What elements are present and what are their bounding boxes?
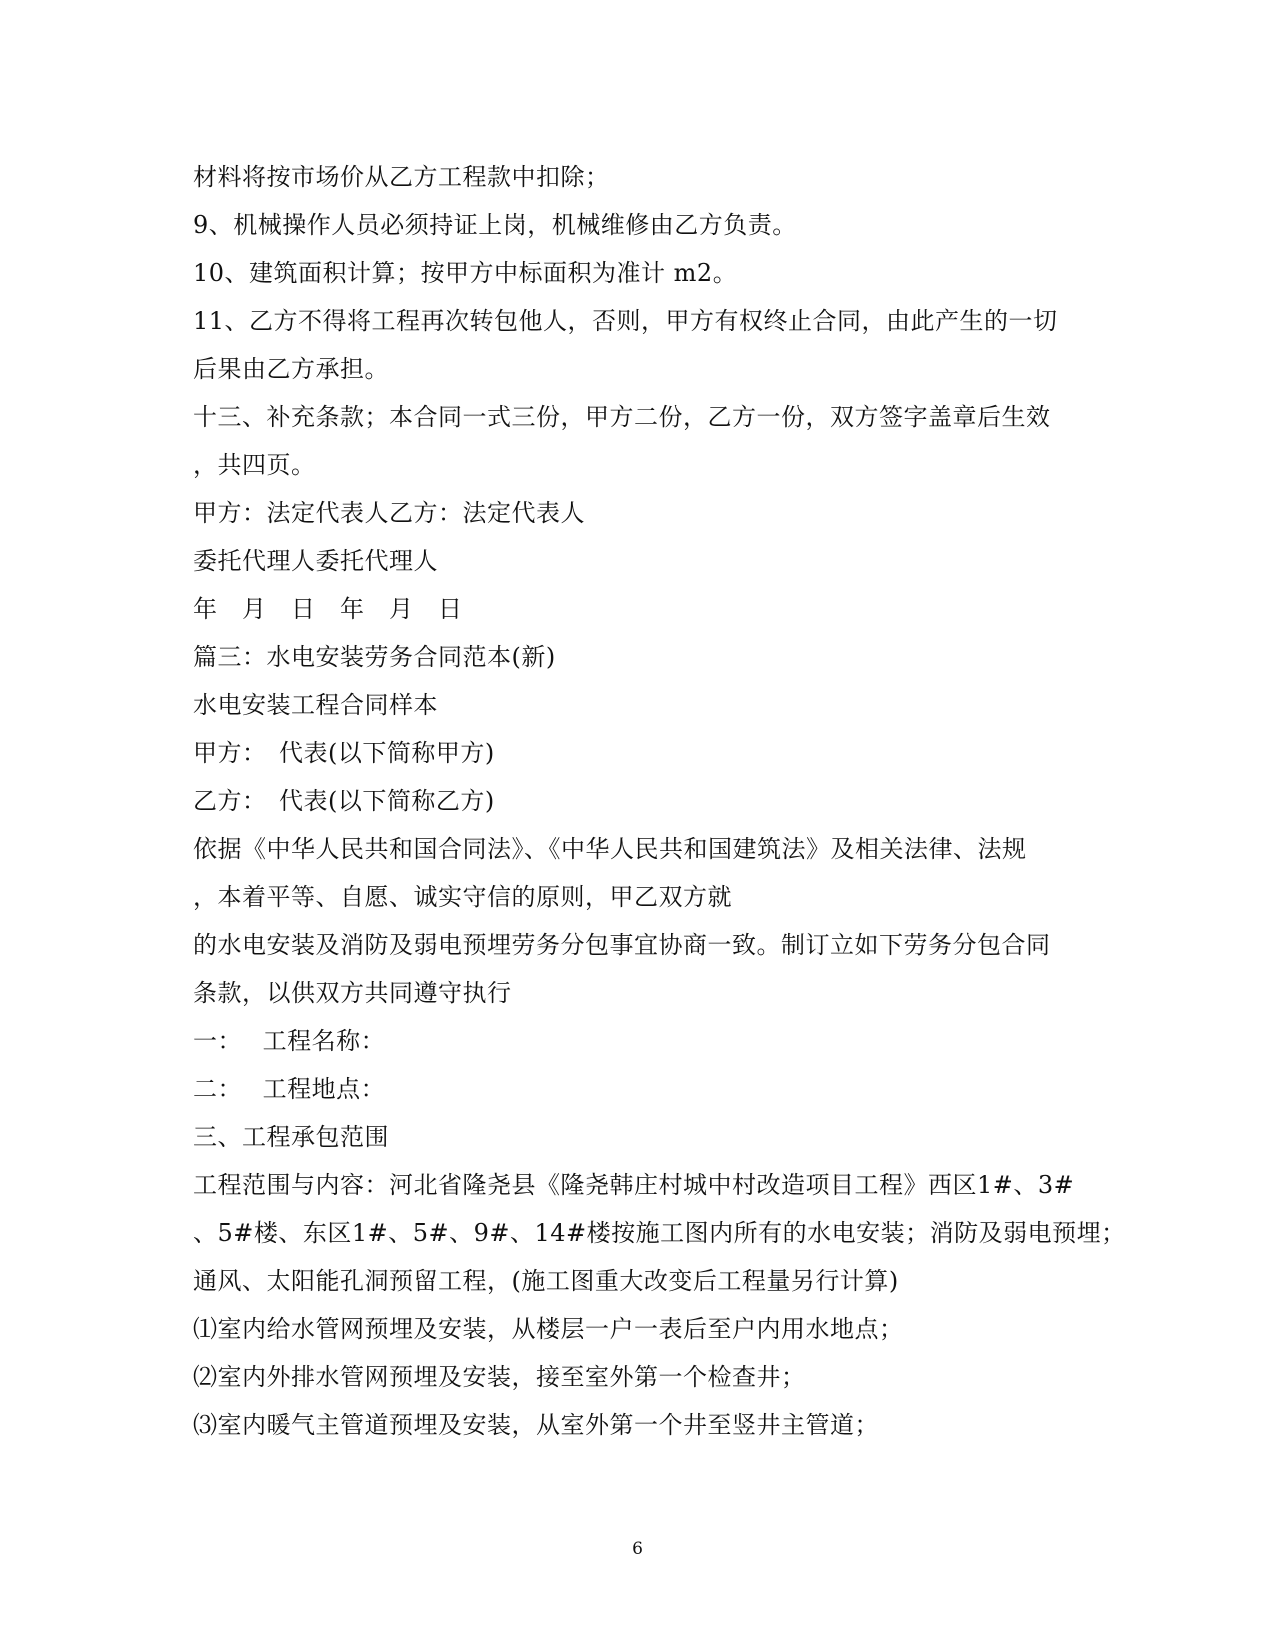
- text-line: 9、机械操作人员必须持证上岗，机械维修由乙方负责。: [193, 211, 797, 239]
- text-line: 通风、太阳能孔洞预留工程，(施工图重大改变后工程量另行计算): [193, 1267, 899, 1295]
- text-line: 10、建筑面积计算；按甲方中标面积为准计 m2。: [193, 259, 738, 287]
- text-line: 依据《中华人民共和国合同法》、《中华人民共和国建筑法》及相关法律、法规: [193, 835, 1027, 863]
- text-line: ⑵室内外排水管网预埋及安装，接至室外第一个检查井；: [193, 1363, 806, 1391]
- text-line: 后果由乙方承担。: [193, 355, 389, 383]
- text-line: 的水电安装及消防及弱电预埋劳务分包事宜协商一致。制订立如下劳务分包合同: [193, 931, 1051, 959]
- text-line: 三、工程承包范围: [193, 1123, 389, 1151]
- text-line: 篇三：水电安装劳务合同范本(新): [193, 643, 556, 671]
- page-number: 6: [632, 1539, 643, 1559]
- text-line: 委托代理人委托代理人: [193, 547, 438, 575]
- text-line: ，共四页。: [193, 451, 316, 479]
- text-line: 甲方：法定代表人乙方：法定代表人: [193, 499, 585, 527]
- text-line: 一： 工程名称：: [193, 1027, 386, 1055]
- text-line: ⑴室内给水管网预埋及安装，从楼层一户一表后至户内用水地点；: [193, 1315, 904, 1343]
- text-line: 十三、补充条款；本合同一式三份，甲方二份，乙方一份，双方签字盖章后生效: [193, 403, 1051, 431]
- text-line: 、5#楼、东区1#、5#、9#、14#楼按施工图内所有的水电安装；消防及弱电预埋；: [193, 1219, 1126, 1247]
- text-line: 工程范围与内容：河北省隆尧县《隆尧韩庄村城中村改造项目工程》西区1#、3#: [193, 1171, 1075, 1199]
- text-line: 年 月 日 年 月 日: [193, 595, 463, 623]
- text-line: ⑶室内暖气主管道预埋及安装，从室外第一个井至竖井主管道；: [193, 1411, 879, 1439]
- text-line: 甲方： 代表(以下简称甲方): [193, 739, 495, 767]
- text-line: 条款，以供双方共同遵守执行: [193, 979, 512, 1007]
- text-line: 水电安装工程合同样本: [193, 691, 438, 719]
- text-line: 乙方： 代表(以下简称乙方): [193, 787, 495, 815]
- text-line: 11、乙方不得将工程再次转包他人，否则，甲方有权终止合同，由此产生的一切: [193, 307, 1058, 335]
- text-line: 材料将按市场价从乙方工程款中扣除；: [193, 163, 610, 191]
- text-line: 二： 工程地点：: [193, 1075, 386, 1103]
- text-line: ，本着平等、自愿、诚实守信的原则，甲乙双方就: [193, 883, 732, 911]
